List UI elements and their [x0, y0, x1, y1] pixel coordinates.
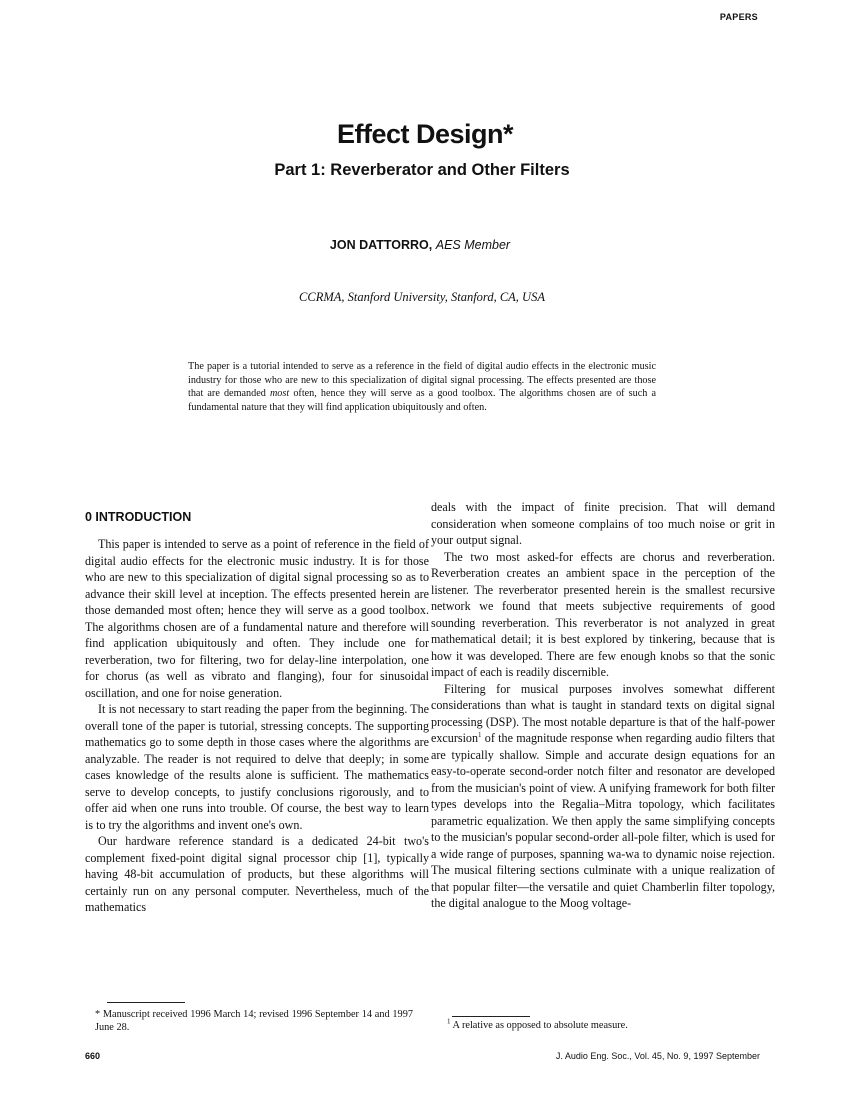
footnote-rule — [452, 1016, 530, 1017]
right-column — [431, 499, 775, 912]
paragraph: Our hardware reference standard is a dedicated 24-bit two's complement fixed-point digital signal processor chip [1], typically having 48-bit accumulation of products, but these algorithms will certainly run on any personal computer. Nevertheless, much of the mathematics — [85, 834, 429, 914]
abstract — [188, 360, 656, 414]
author-membership: AES Member — [435, 238, 511, 252]
paragraph-text: of the magnitude response when regarding audio filters that are typically shallow. Simple and accurate design equations for an easy-to-operate second-order notch filter and resonator are developed from the musician's point of view. A unifying framework for both filter types develops into the Regalia–Mitra topology, which facilitates parametric equalization. We then apply the same simplifying concepts to the musician's popular second-order all-pole filter, which is used for a wide range of purposes, spanning wa-wa to dynamic noise rejection. The musical filtering sections culminate with a unique realization of that popular filter—the versatile and quiet Chamberlin filter topology, the digital analogue to the Moog voltage- — [431, 731, 775, 910]
paragraph: The two most asked-for effects are chorus and reverberation. Reverberation creates an ambient space in the perception of the listener. The reverberator presented herein is the smallest recursive network we found that meets subjective requirements of good sounding reverberation. This reverberator is not analyzed in great mathematical detail; it is best explored by tinkering, because that is how it was developed. There are few enough knobs so that the sonic impact of each is readily discernible. — [431, 549, 775, 679]
paragraph: deals with the impact of finite precision. That will demand consideration when someone complains of too much noise or grit in your output signal. — [431, 500, 775, 547]
paragraph: This paper is intended to serve as a point of reference in the field of digital audio effects for the electronic music industry. It is for those who are new to this specialization of digital signal processing so as to advance their skill level at inception. The effects presented herein are those demanded most often; hence they will serve as a good toolbox. The algorithms chosen are of a fundamental nature and therefore will find application ubiquitously and often. They include one for reverberation, two for filtering, two for delay-line interpolation, one for chorus (as well as vibrato and flanging), four for sinusoidal oscillation, and one for noise generation. — [85, 537, 429, 700]
paper-title: Effect Design* — [336, 119, 514, 149]
footnote-rule — [107, 1002, 185, 1003]
author-line — [0, 238, 840, 252]
author-name: JON DATTORRO, — [329, 238, 433, 252]
journal-reference: J. Audio Eng. Soc., Vol. 45, No. 9, 1997 September — [555, 1051, 760, 1061]
footnote-manuscript: * Manuscript received 1996 March 14; revised 1996 September 14 and 1997 June 28. — [95, 1009, 413, 1033]
abstract-text-a: The paper is a tutorial intended to serve as a reference in the field of digital audio effects in the electronic music industry for those who are new to this specialization of digital signal processing. The effects presented are those that are demanded — [188, 361, 656, 400]
page-number: 660 — [85, 1051, 101, 1061]
abstract-emphasis: most — [269, 388, 290, 400]
section-heading: 0 INTRODUCTION — [85, 510, 192, 524]
footnote-marker: 1 — [447, 1017, 451, 1026]
author-affiliation: CCRMA, Stanford University, Stanford, CA, USA — [299, 290, 545, 304]
footnote-text: A relative as opposed to absolute measure. — [450, 1020, 628, 1031]
paragraph — [431, 681, 775, 912]
paragraph-text: Filtering for musical purposes involves somewhat different considerations than what is taught in standard texts on digital signal processing (DSP). The most notable departure is that of the half-power excursion — [431, 681, 775, 745]
paragraph: It is not necessary to start reading the paper from the beginning. The overall tone of the paper is tutorial, stressing concepts. The supporting mathematics go to some depth in those cases where the algorithms are analyzable. The reader is not required to delve that deeply; in some cases knowledge of the results alone is sufficient. The mathematics serve to develop concepts, to justify conclusions rigorously, and to offer aid when one runs into trouble. Of course, the best way to learn is to try the algorithms and invent one's own. — [85, 702, 429, 832]
footnote-1 — [447, 1017, 747, 1033]
paper-subtitle: Part 1: Reverberator and Other Filters — [274, 161, 570, 179]
left-column — [85, 536, 429, 916]
footnote-marker: 1 — [478, 730, 482, 739]
running-head: PAPERS — [719, 12, 758, 22]
abstract-text-b: often, hence they will serve as a good toolbox. The algorithms chosen are of such a fundamental nature that they will find application ubiquitously and often. — [188, 388, 656, 413]
